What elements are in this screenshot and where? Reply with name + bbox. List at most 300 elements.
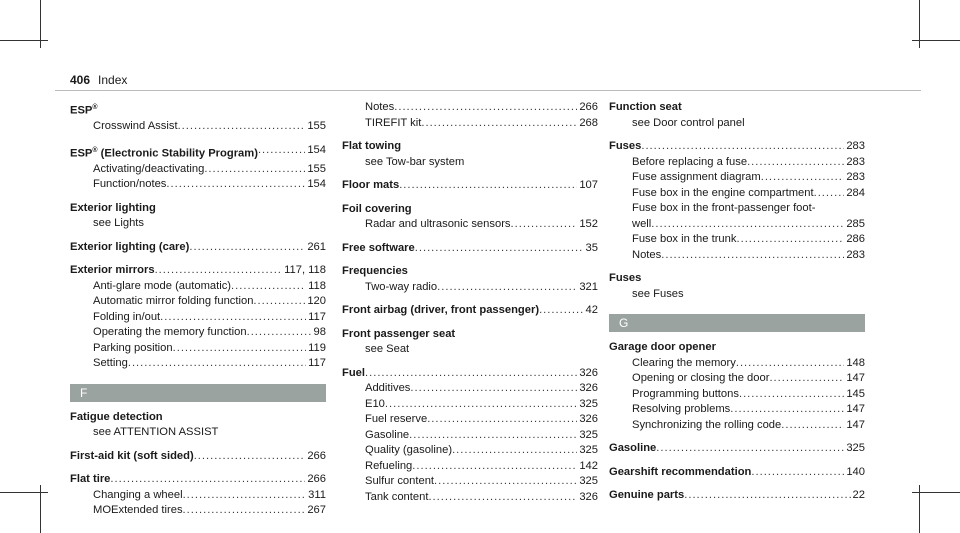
index-subentry <box>609 248 865 264</box>
entry-label <box>342 241 415 257</box>
page-reference[interactable]: 140 <box>846 465 865 478</box>
entry-text: Gasoline <box>365 428 410 441</box>
index-subentry <box>342 397 598 413</box>
entry-text: MOExtended tires <box>93 504 183 517</box>
index-entry <box>342 139 598 155</box>
index-subentry <box>342 428 598 444</box>
dot-leader <box>155 263 283 279</box>
entry-spacer <box>609 433 865 441</box>
page-reference[interactable]: 119 <box>308 341 326 354</box>
entry-label <box>342 303 539 319</box>
entry-label <box>342 264 408 280</box>
entry-spacer <box>70 193 326 201</box>
entry-label <box>342 202 412 218</box>
entry-label <box>93 341 173 357</box>
entry-label <box>342 366 365 382</box>
entry-spacer <box>342 295 598 303</box>
page-reference[interactable]: 286 <box>846 233 865 245</box>
index-subentry <box>342 217 598 233</box>
entry-label <box>93 162 204 178</box>
entry-spacer <box>342 358 598 366</box>
entry-label <box>365 443 452 459</box>
entry-text: Function seat <box>609 101 682 113</box>
section-title: Index <box>98 73 128 87</box>
index-subentry <box>70 425 326 441</box>
entry-label <box>365 217 511 233</box>
index-subentry <box>609 170 865 186</box>
page-reference[interactable]: 268 <box>579 116 598 129</box>
entry-text: Fuse box in the front-passenger foot- <box>632 202 816 214</box>
dot-leader <box>539 303 583 319</box>
entry-text: Operating the memory function <box>93 326 247 339</box>
index-subentry <box>609 116 865 132</box>
entry-text: see Seat <box>365 343 410 355</box>
index-entry <box>609 488 865 504</box>
entry-text: Sulfur content <box>365 475 435 487</box>
entry-spacer <box>70 255 326 263</box>
entry-label <box>93 279 231 295</box>
entry-text: Function/notes <box>93 178 167 191</box>
index-entry <box>70 201 326 217</box>
dot-leader <box>365 366 577 382</box>
entry-label <box>609 100 682 116</box>
entry-label <box>632 418 781 434</box>
page-reference[interactable]: 326 <box>579 490 598 503</box>
page-reference[interactable]: 98 <box>313 326 326 339</box>
entry-label <box>365 381 410 397</box>
dot-leader <box>183 488 307 504</box>
dot-leader <box>428 490 577 506</box>
index-subentry <box>609 418 865 434</box>
index-subentry <box>342 280 598 296</box>
entry-label <box>365 342 409 358</box>
entry-text: ESP <box>70 147 93 160</box>
entry-text: Exterior lighting <box>70 201 156 214</box>
entry-text: Flat tire <box>70 473 111 486</box>
entry-text: Notes <box>632 248 662 261</box>
dot-leader <box>258 143 305 162</box>
index-entry <box>342 178 598 194</box>
index-entry <box>609 100 865 116</box>
entry-label <box>609 441 656 457</box>
entry-label <box>632 186 814 202</box>
page-reference[interactable]: 325 <box>579 444 598 456</box>
index-entry <box>342 202 598 218</box>
entry-label <box>365 280 437 296</box>
dot-leader <box>684 488 850 504</box>
index-entry <box>70 143 326 162</box>
entry-text: Front airbag (driver, front passenger) <box>342 304 540 316</box>
entry-spacer <box>70 464 326 472</box>
entry-label <box>93 119 178 135</box>
entry-label <box>70 449 194 465</box>
page-reference[interactable]: 155 <box>307 162 326 175</box>
page-reference[interactable]: 154 <box>307 143 326 156</box>
entry-label <box>632 248 661 264</box>
page-reference[interactable]: 283 <box>846 155 865 168</box>
page-header <box>70 73 127 87</box>
entry-text: Gearshift recommendation <box>609 465 752 478</box>
entry-spacer <box>342 170 598 178</box>
entry-label <box>365 100 394 116</box>
page-reference[interactable]: 326 <box>579 366 598 379</box>
dot-leader <box>814 186 845 202</box>
entry-text: Parking position <box>93 341 173 354</box>
entry-label <box>93 177 166 193</box>
entry-text: Automatic mirror folding function <box>93 295 254 308</box>
entry-label <box>365 474 434 490</box>
index-subentry <box>70 279 326 295</box>
crop-mark <box>912 40 960 41</box>
dot-leader <box>736 356 844 372</box>
entry-label <box>93 503 183 519</box>
index-entry <box>609 139 865 155</box>
letter-section-header: G <box>609 314 865 332</box>
entry-text: Additives <box>365 382 411 394</box>
index-subentry <box>609 217 865 233</box>
entry-label <box>70 100 98 119</box>
entry-label <box>632 217 651 233</box>
page-reference[interactable]: 117 <box>308 357 326 370</box>
entry-label <box>609 271 641 287</box>
dot-leader <box>253 294 305 310</box>
index-subentry <box>70 177 326 193</box>
entry-spacer <box>609 480 865 488</box>
dot-leader <box>110 472 305 488</box>
entry-spacer <box>342 233 598 241</box>
entry-label <box>609 340 716 356</box>
page-reference[interactable]: 283 <box>846 171 865 183</box>
page-reference[interactable]: 148 <box>846 356 865 369</box>
entry-text: see Door control panel <box>632 116 745 129</box>
dot-leader <box>194 449 306 465</box>
entry-label <box>93 310 160 326</box>
entry-text: Gasoline <box>609 442 657 454</box>
page-reference[interactable]: 325 <box>846 442 865 454</box>
entry-text: Setting <box>93 357 128 370</box>
index-entry <box>342 327 598 343</box>
index-subentry <box>609 402 865 418</box>
entry-label <box>365 428 409 444</box>
dot-leader <box>739 387 844 403</box>
entry-text: Activating/deactivating <box>93 162 205 175</box>
crop-mark <box>0 40 48 41</box>
dot-leader <box>452 443 577 459</box>
crop-mark <box>912 492 960 493</box>
entry-label <box>632 387 739 403</box>
entry-label <box>632 155 747 171</box>
dot-leader <box>394 100 577 116</box>
page-reference[interactable]: 311 <box>308 488 326 501</box>
index-entry <box>342 241 598 257</box>
index-subentry <box>609 201 865 217</box>
page-number: 406 <box>70 73 91 87</box>
entry-label <box>632 287 684 303</box>
entry-text: Tank content <box>365 490 429 503</box>
page-reference[interactable]: 285 <box>846 217 865 230</box>
page-reference[interactable]: 155 <box>307 120 326 133</box>
index-subentry <box>609 155 865 171</box>
entry-text: Opening or closing the door <box>632 372 770 384</box>
index-subentry <box>70 488 326 504</box>
entry-text: TIREFIT kit <box>365 116 422 129</box>
entry-text: Quality (gasoline) <box>365 444 453 456</box>
entry-text: Genuine parts <box>609 489 685 501</box>
entry-text: well <box>632 217 652 230</box>
entry-label <box>342 327 455 343</box>
entry-label <box>70 263 155 279</box>
entry-text: see Tow-bar system <box>365 155 465 168</box>
index-subentry <box>70 503 326 519</box>
page-reference[interactable]: 42 <box>585 304 598 316</box>
letter-section-header: F <box>70 384 326 402</box>
index-subentry <box>609 232 865 248</box>
index-subentry <box>342 443 598 459</box>
entry-text: see Fuses <box>632 287 684 300</box>
page-reference[interactable]: 266 <box>579 101 598 113</box>
dot-leader <box>399 178 577 194</box>
page-reference[interactable]: 154 <box>307 178 326 191</box>
entry-spacer <box>70 441 326 449</box>
index-subentry <box>609 356 865 372</box>
dot-leader <box>412 459 577 475</box>
page-reference[interactable]: 326 <box>579 413 598 425</box>
entry-text: Flat towing <box>342 140 402 152</box>
entry-text: ESP <box>70 104 93 117</box>
page-reference[interactable]: 142 <box>579 459 598 472</box>
page-reference[interactable]: 325 <box>579 428 598 441</box>
page-reference[interactable]: 147 <box>846 403 865 415</box>
entry-text: Crosswind Assist <box>93 120 178 133</box>
entry-label <box>632 402 730 418</box>
page-reference[interactable]: 321 <box>579 280 598 293</box>
index-entry <box>70 472 326 488</box>
entry-label <box>609 465 751 481</box>
dot-leader <box>173 341 307 357</box>
entry-label <box>93 356 128 372</box>
entry-label <box>93 294 253 310</box>
dot-leader <box>747 155 844 171</box>
entry-label <box>342 139 401 155</box>
entry-text: Folding in/out <box>93 310 161 323</box>
entry-label <box>70 143 258 162</box>
entry-label <box>93 488 183 504</box>
page-reference[interactable]: 325 <box>579 397 598 410</box>
index-subentry <box>609 371 865 387</box>
page-reference[interactable]: 266 <box>307 449 326 462</box>
entry-spacer <box>342 319 598 327</box>
page-reference[interactable]: 147 <box>846 418 865 431</box>
entry-text: Fuel <box>342 366 365 379</box>
entry-text: Fuse box in the engine compartment <box>632 186 814 199</box>
index-subentry <box>342 342 598 358</box>
page-reference[interactable]: 267 <box>307 504 326 517</box>
entry-label <box>365 116 421 132</box>
index-subentry <box>70 294 326 310</box>
entry-label <box>365 459 412 475</box>
page-reference[interactable]: 145 <box>846 387 865 400</box>
entry-text: Fuel reserve <box>365 413 428 425</box>
entry-label <box>365 155 464 171</box>
entry-text: Two-way radio <box>365 280 438 293</box>
dot-leader <box>410 381 577 397</box>
page-reference[interactable]: 283 <box>846 140 865 152</box>
index-entry <box>70 449 326 465</box>
entry-text: Changing a wheel <box>93 488 183 501</box>
page-reference[interactable]: 284 <box>846 186 865 199</box>
entry-label <box>93 325 247 341</box>
entry-text: Clearing the memory <box>632 356 736 369</box>
page-reference[interactable]: 283 <box>846 248 865 261</box>
entry-label <box>632 371 769 387</box>
entry-text: Exterior mirrors <box>70 264 155 277</box>
entry-spacer <box>70 135 326 143</box>
dot-leader <box>183 503 306 519</box>
entry-label <box>70 240 189 256</box>
dot-leader <box>437 280 577 296</box>
entry-spacer <box>342 194 598 202</box>
page-reference[interactable]: 117, 118 <box>284 264 326 277</box>
entry-text: Synchronizing the rolling code <box>632 418 782 431</box>
page-reference[interactable]: 120 <box>307 295 326 308</box>
entry-label <box>93 216 144 232</box>
entry-text: Before replacing a fuse <box>632 155 748 168</box>
dot-leader <box>178 119 306 135</box>
registered-mark: ® <box>92 104 98 111</box>
dot-leader <box>736 232 844 248</box>
entry-spacer <box>609 457 865 465</box>
entry-text: First-aid kit (soft sided) <box>70 449 194 462</box>
entry-text: Programming buttons <box>632 387 739 400</box>
entry-label <box>632 232 736 248</box>
entry-spacer <box>609 263 865 271</box>
dot-leader <box>769 371 844 387</box>
entry-text: Free software <box>342 241 415 254</box>
dot-leader <box>751 465 844 481</box>
page-reference[interactable]: 118 <box>308 279 326 292</box>
entry-text: Fatigue detection <box>70 410 163 423</box>
dot-leader <box>651 217 844 233</box>
entry-label <box>632 116 745 132</box>
page-reference[interactable]: 261 <box>307 240 326 253</box>
index-subentry <box>342 100 598 116</box>
index-entry <box>342 264 598 280</box>
dot-leader <box>427 412 577 428</box>
entry-text: Garage door opener <box>609 341 716 353</box>
entry-spacer <box>342 131 598 139</box>
index-subentry <box>70 356 326 372</box>
index-subentry <box>70 119 326 135</box>
dot-leader <box>204 162 305 178</box>
index-subentry <box>342 412 598 428</box>
index-subentry <box>342 155 598 171</box>
index-entry <box>609 271 865 287</box>
entry-label <box>70 201 156 217</box>
dot-leader <box>511 217 578 233</box>
dot-leader <box>761 170 845 186</box>
dot-leader <box>385 397 577 413</box>
entry-text: Notes <box>365 101 395 113</box>
dot-leader <box>247 325 312 341</box>
entry-text: Fuse box in the trunk <box>632 233 737 245</box>
entry-text: E10 <box>365 397 385 410</box>
dot-leader <box>730 402 844 418</box>
page-reference[interactable]: 147 <box>846 372 865 384</box>
page-reference[interactable]: 22 <box>852 489 865 501</box>
dot-leader <box>661 248 844 264</box>
entry-spacer <box>70 232 326 240</box>
index-subentry <box>609 387 865 403</box>
index-entry <box>609 340 865 356</box>
dot-leader <box>421 116 577 132</box>
index-subentry <box>342 381 598 397</box>
crop-mark <box>0 492 48 493</box>
index-entry <box>609 441 865 457</box>
entry-label <box>93 425 218 441</box>
dot-leader <box>231 279 306 295</box>
page-reference[interactable]: 326 <box>579 382 598 394</box>
entry-label <box>632 170 761 186</box>
page-reference[interactable]: 117 <box>308 310 326 323</box>
entry-text: Anti-glare mode (automatic) <box>93 279 232 292</box>
index-subentry <box>342 490 598 506</box>
index-subentry <box>70 216 326 232</box>
header-rule <box>55 90 921 91</box>
index-entry <box>70 100 326 119</box>
index-subentry <box>609 287 865 303</box>
entry-text: Fuses <box>609 272 642 284</box>
dot-leader <box>781 418 844 434</box>
entry-text: Foil covering <box>342 202 412 215</box>
entry-label <box>365 412 427 428</box>
entry-text-continued: (Electronic Stability Program) <box>97 147 258 160</box>
registered-mark: ® <box>92 146 98 154</box>
page-reference[interactable]: 325 <box>579 475 598 487</box>
dot-leader <box>409 428 577 444</box>
entry-label <box>632 201 815 217</box>
index-subentry <box>342 459 598 475</box>
entry-label <box>609 488 684 504</box>
entry-label <box>70 410 163 426</box>
page-reference[interactable]: 152 <box>579 218 598 230</box>
index-entry <box>70 410 326 426</box>
entry-label <box>365 490 428 506</box>
index-entry <box>609 465 865 481</box>
index-column-1 <box>70 100 326 519</box>
index-subentry <box>70 162 326 178</box>
index-entry <box>342 366 598 382</box>
index-column-3 <box>609 100 865 504</box>
dot-leader <box>189 240 305 256</box>
entry-text: Radar and ultrasonic sensors <box>365 218 511 230</box>
entry-text: see ATTENTION ASSIST <box>93 426 219 439</box>
page-reference[interactable]: 35 <box>585 241 598 254</box>
dot-leader <box>434 474 577 490</box>
index-entry <box>70 240 326 256</box>
entry-text: Resolving problems <box>632 403 731 415</box>
entry-label <box>632 356 736 372</box>
entry-text: Fuse assignment diagram <box>632 171 761 183</box>
dot-leader <box>415 241 584 257</box>
index-subentry <box>70 341 326 357</box>
index-column-2 <box>342 100 598 505</box>
page-reference[interactable]: 266 <box>307 473 326 486</box>
entry-label <box>609 139 641 155</box>
index-subentry <box>70 310 326 326</box>
page-reference[interactable]: 107 <box>579 179 598 191</box>
index-entry <box>342 303 598 319</box>
entry-text: Fuses <box>609 140 642 152</box>
